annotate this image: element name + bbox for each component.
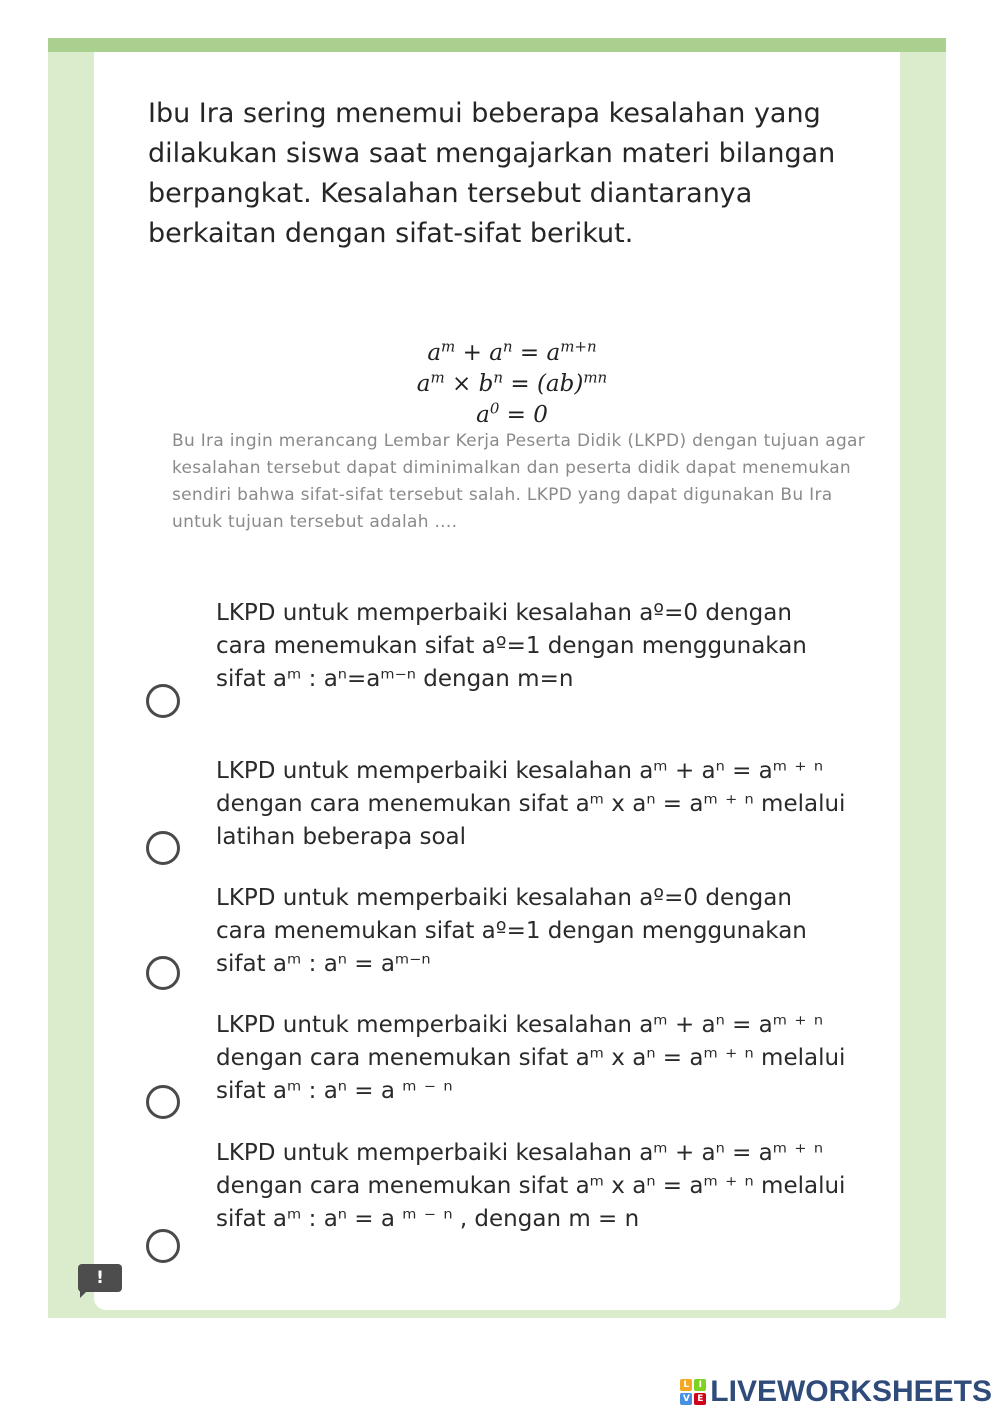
radio-button[interactable] — [146, 956, 180, 990]
option-label: LKPD untuk memperbaiki kesalahan aᵐ + aⁿ = aᵐ ⁺ ⁿ dengan cara menemukan sifat aᵐ x aⁿ = aᵐ ⁺ ⁿ melalui sifat aᵐ : aⁿ = a ᵐ ⁻ ⁿ , dengan m = n — [216, 1140, 846, 1232]
formula-block — [94, 338, 900, 431]
brand-name: LIVEWORKSHEETS — [710, 1375, 992, 1408]
radio-button[interactable] — [146, 831, 180, 865]
question-card — [94, 52, 900, 1310]
form-frame — [48, 38, 946, 1318]
option-label: LKPD untuk memperbaiki kesalahan aᵐ + aⁿ = aᵐ ⁺ ⁿ dengan cara menemukan sifat aᵐ x aⁿ = aᵐ ⁺ ⁿ melalui sifat aᵐ : aⁿ = a ᵐ ⁻ ⁿ — [216, 1012, 846, 1104]
brand-logo-icon: L I V E — [680, 1379, 706, 1405]
formula-3: $a^0 = 0$ — [476, 399, 548, 428]
option-label: LKPD untuk memperbaiki kesalahan aº=0 dengan cara menemukan sifat aº=1 dengan menggunakan sifat aᵐ : aⁿ=aᵐ⁻ⁿ dengan m=n — [216, 600, 807, 692]
radio-button[interactable] — [146, 684, 180, 718]
formula-2: $a^m \times b^n = (ab)^{mn}$ — [416, 368, 608, 397]
radio-button[interactable] — [146, 1085, 180, 1119]
report-issue-icon[interactable]: ! — [78, 1264, 122, 1292]
question-context: Bu Ira ingin merancang Lembar Kerja Peserta Didik (LKPD) dengan tujuan agar kesalahan tersebut dapat diminimalkan dan peserta didik dapat menemukan sendiri bahwa sifat-sifat tersebut salah. LKPD yang dapat digunakan Bu Ira untuk tujuan tersebut adalah .... — [172, 431, 866, 532]
report-bubble-tail — [80, 1288, 90, 1298]
question-prompt: Ibu Ira sering menemui beberapa kesalahan yang dilakukan siswa saat mengajarkan materi bilangan berpangkat. Kesalahan tersebut diantaranya berkaitan dengan sifat-sifat berikut. — [148, 98, 836, 249]
liveworksheets-logo — [680, 1377, 992, 1407]
formula-1: $a^m + a^n = a^{m+n}$ — [427, 337, 597, 366]
radio-button[interactable] — [146, 1229, 180, 1263]
frame-top-bar — [48, 38, 946, 52]
option-label: LKPD untuk memperbaiki kesalahan aᵐ + aⁿ = aᵐ ⁺ ⁿ dengan cara menemukan sifat aᵐ x aⁿ = aᵐ ⁺ ⁿ melalui latihan beberapa soal — [216, 758, 846, 850]
option-label: LKPD untuk memperbaiki kesalahan aº=0 dengan cara menemukan sifat aº=1 dengan menggunakan sifat aᵐ : aⁿ = aᵐ⁻ⁿ — [216, 885, 807, 977]
